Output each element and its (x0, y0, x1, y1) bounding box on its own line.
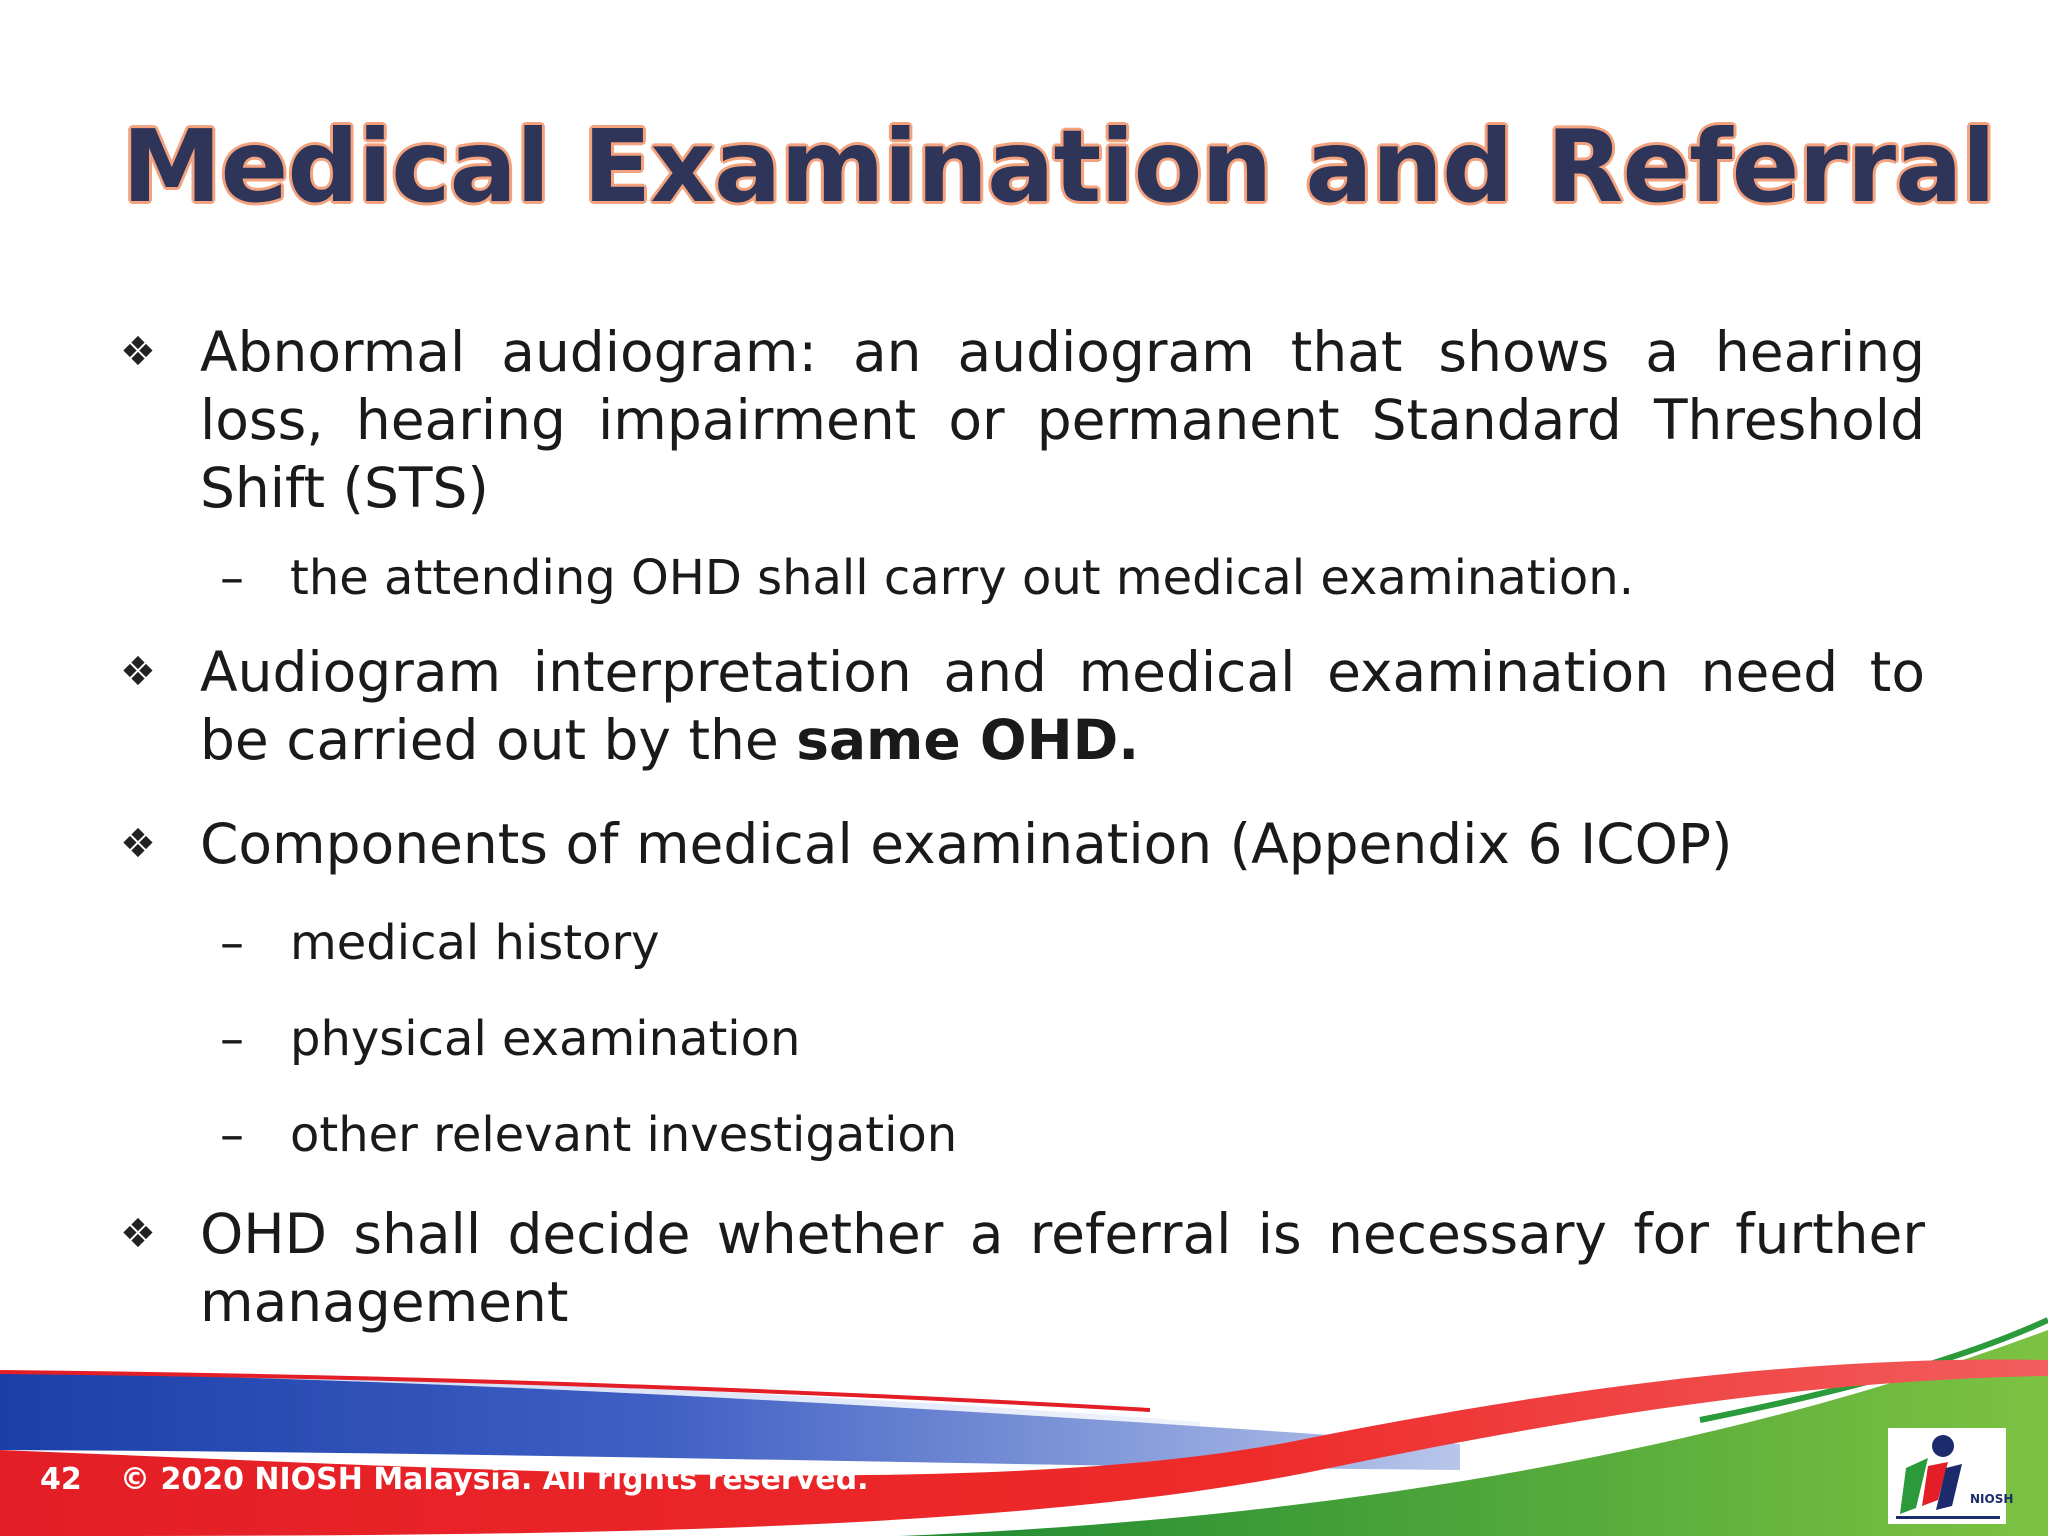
bullet-text: Audiogram interpretation and medical examination need to be carried out by the (200, 640, 1925, 772)
sub-bullet-text: the attending OHD shall carry out medical examination. (290, 550, 1634, 606)
sub-bullet-text: medical history (290, 915, 660, 971)
diamond-bullet-icon: ❖ (120, 329, 156, 375)
bullet-text: OHD shall decide whether a referral is necessary for further management (200, 1202, 1925, 1334)
dash-marker: – (220, 550, 244, 606)
niosh-logo-label: NIOSH (1970, 1492, 2014, 1506)
bullet-text: Components of medical examination (Appendix 6 ICOP) (200, 812, 1733, 876)
dash-marker: – (220, 915, 244, 971)
bullet-bold-text: same OHD. (796, 708, 1140, 772)
niosh-logo (1888, 1428, 2006, 1524)
sub-bullet-text: physical examination (290, 1011, 801, 1067)
dash-marker: – (220, 1011, 244, 1067)
bullet-text: Abnormal audiogram: an audiogram that shows a hearing loss, hearing impairment or permanent Standard Threshold Shift (STS) (200, 320, 1925, 520)
slide-title: Medical Examination and Referral (122, 108, 1995, 225)
diamond-bullet-icon: ❖ (120, 821, 156, 867)
copyright-notice: © 2020 NIOSH Malaysia. All rights reserved. (120, 1462, 869, 1497)
niosh-logo-icon (1888, 1428, 2006, 1524)
diamond-bullet-icon: ❖ (120, 1211, 156, 1257)
dash-marker: – (220, 1107, 244, 1163)
sub-bullet-text: other relevant investigation (290, 1107, 958, 1163)
page-number: 42 (40, 1462, 82, 1497)
diamond-bullet-icon: ❖ (120, 649, 156, 695)
